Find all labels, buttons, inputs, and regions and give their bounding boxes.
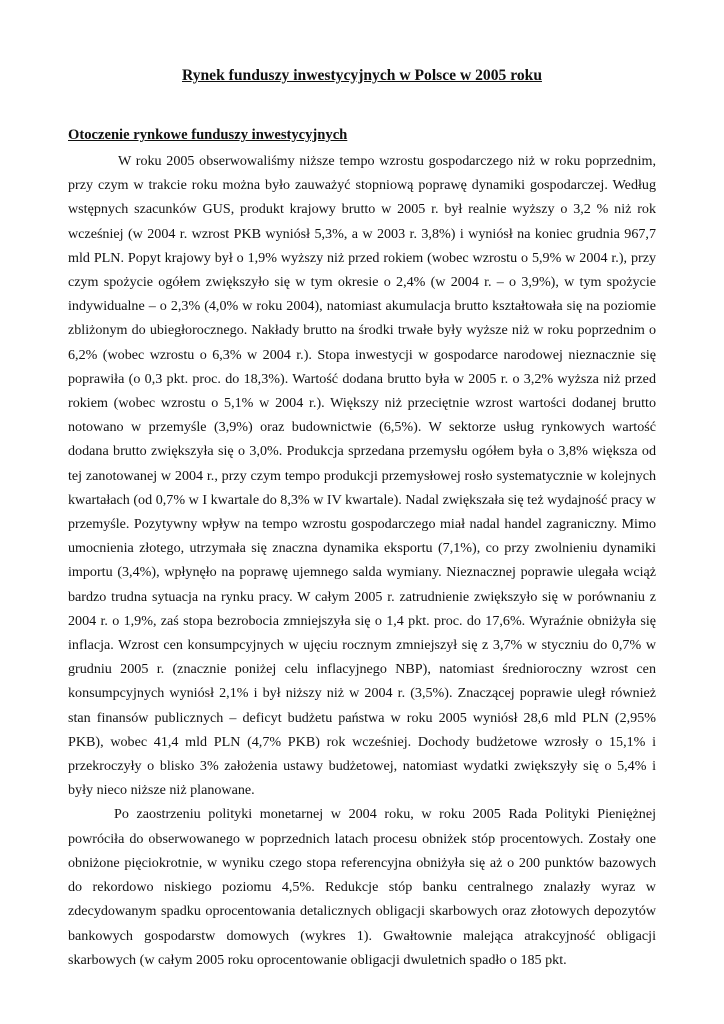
document-title: Rynek funduszy inwestycyjnych w Polsce w 2005 roku bbox=[181, 67, 542, 84]
document-page bbox=[68, 66, 656, 972]
paragraph-1: W roku 2005 obserwowaliśmy niższe tempo wzrostu gospodarczego niż w roku poprzednim, przy czym w trakcie roku można było zauważyć stopniową poprawę dynamiki gospodarczej. Według wstępnych szacunków GUS, produkt krajowy brutto w 2005 r. był realnie wyższy o 3,2 % niż rok wcześniej (w 2004 r. wzrost PKB wyniósł 5,3%, a w 2003 r. 3,8%) i wyniósł na koniec grudnia 967,7 mld PLN. Popyt krajowy był o 1,9% wyższy niż przed rokiem (wobec wzrostu o 5,9% w 2004 r.), przy czym spożycie ogółem zwiększyło się w tym okresie o 2,4% (w 2004 r. – o 3,9%), w tym spożycie indywidualne – o 2,3% (4,0% w roku 2004), natomiast akumulacja brutto kształtowała się na poziomie zbliżonym do ubiegłorocznego. Nakłady brutto na środki trwałe były wyższe niż w roku poprzednim o 6,2% (wobec wzrostu o 6,3% w 2004 r.). Stopa inwestycji w gospodarce narodowej nieznacznie się poprawiła (o 0,3 pkt. proc. do 18,3%). Wartość dodana brutto była w 2005 r. o 3,2% wyższa niż przed rokiem (wobec wzrostu o 5,1% w 2004 r.). Większy niż przeciętnie wzrost wartości dodanej brutto notowano w przemyśle (3,9%) oraz budownictwie (6,5%). W sektorze usług rynkowych wartość dodana brutto zwiększyła się o 3,0%. Produkcja sprzedana przemysłu ogółem była o 3,8% większa od tej zanotowanej w 2004 r., przy czym tempo produkcji przemysłowej rosło systematycznie w kolejnych kwartałach (od 0,7% w I kwartale do 8,3% w IV kwartale). Nadal zwiększała się też wydajność pracy w przemyśle. Pozytywny wpływ na tempo wzrostu gospodarczego miał nadal handel zagraniczny. Mimo umocnienia złotego, utrzymała się znaczna dynamika eksportu (7,1%), co przy zwolnieniu dynamiki importu (3,4%), wpłynęło na poprawę ujemnego salda wymiany. Nieznacznej poprawie ulegała wciąż bardzo trudna sytuacja na rynku pracy. W całym 2005 r. zatrudnienie zwiększyło się w porównaniu z 2004 r. o 1,9%, zaś stopa bezrobocia zmniejszyła się o 1,4 pkt. proc. do 17,6%. Wyraźnie obniżyła się inflacja. Wzrost cen konsumpcyjnych w ujęciu rocznym zmniejszył się z 3,7% w styczniu do 0,7% w grudniu 2005 r. (znacznie poniżej celu inflacyjnego NBP), natomiast średnioroczny wzrost cen konsumpcyjnych wyniósł 2,1% i był niższy niż w 2004 r. (3,5%). Znaczącej poprawie uległ również stan finansów publicznych – deficyt budżetu państwa w roku 2005 wyniósł 28,6 mld PLN (2,95% PKB), wobec 41,4 mld PLN (4,7% PKB) rok wcześniej. Dochody budżetowe wzrosły o 15,1% i przekroczyły o blisko 3% założenia ustawy budżetowej, natomiast wydatki zwiększyły się o 5,4% i były nieco niższe niż planowane. bbox=[68, 153, 656, 799]
paragraph-2: Po zaostrzeniu polityki monetarnej w 2004 roku, w roku 2005 Rada Polityki Pieniężnej powróciła do obserwowanego w poprzednich latach procesu obniżek stóp procentowych. Zostały one obniżone pięciokrotnie, w wyniku czego stopa referencyjna obniżyła się aż o 200 punktów bazowych do rekordowo niskiego poziomu 4,5%. Redukcje stóp banku centralnego znalazły wyraz w zdecydowanym spadku oprocentowania detalicznych obligacji skarbowych oraz złotowych depozytów bankowych gospodarstw domowych (wykres 1). Gwałtownie malejąca atrakcyjność obligacji skarbowych (w całym 2005 roku oprocentowanie obligacji dwuletnich spadło o 185 pkt. bbox=[68, 806, 656, 968]
section-heading: Otoczenie rynkowe funduszy inwestycyjnych bbox=[68, 127, 348, 143]
